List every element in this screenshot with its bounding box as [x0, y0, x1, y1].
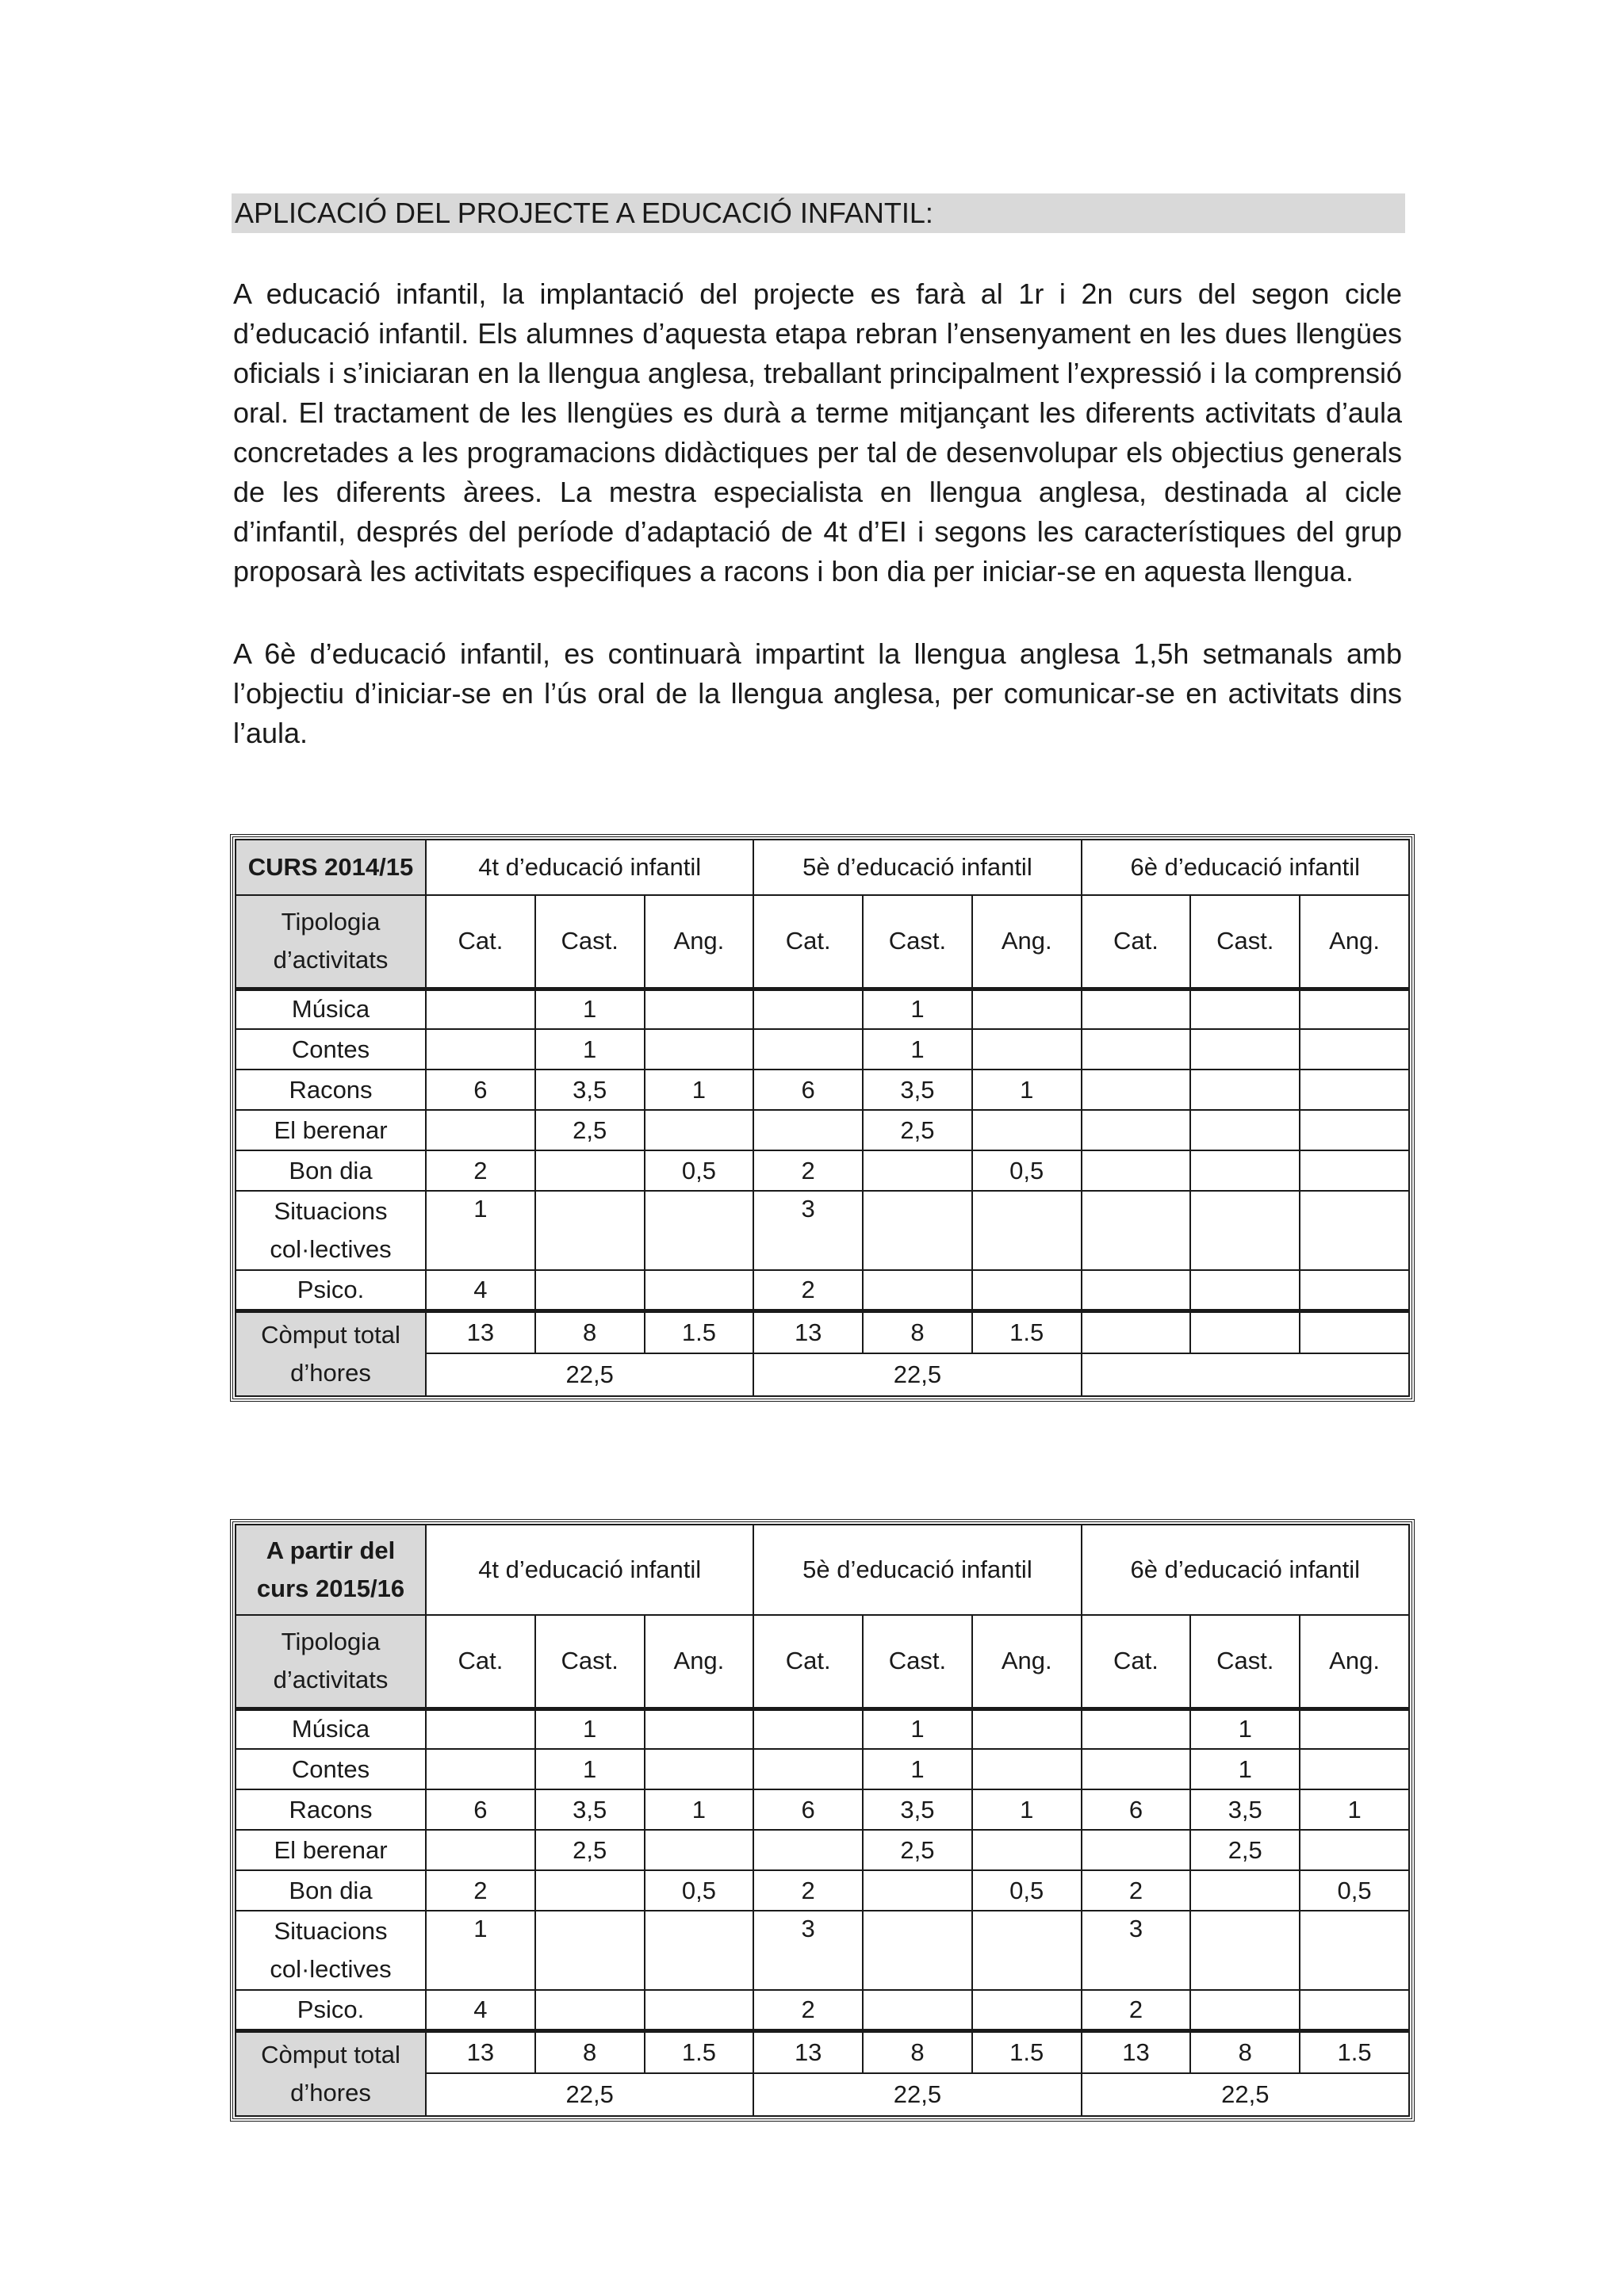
paragraph-sixth-year [233, 634, 1402, 753]
cell [972, 1270, 1082, 1311]
cell: 6 [753, 1070, 863, 1110]
cell: 1 [863, 1029, 972, 1070]
cell [972, 1990, 1082, 2030]
sum-cell: 22,5 [1082, 2073, 1409, 2116]
total-cell: 13 [753, 1311, 863, 1353]
cell [1300, 1150, 1409, 1191]
table-row [236, 1070, 1409, 1110]
total-cell: 13 [753, 2030, 863, 2073]
table-row [236, 1270, 1409, 1311]
cell [426, 1110, 535, 1150]
cell [1082, 1110, 1191, 1150]
sum-cell: 22,5 [426, 1353, 753, 1396]
table-row [236, 1150, 1409, 1191]
cell [645, 989, 754, 1029]
cell [645, 1709, 754, 1749]
total-cell [1300, 1311, 1409, 1353]
cell: 1 [645, 1070, 754, 1110]
cell: 2 [753, 1270, 863, 1311]
row-label: Psico. [236, 1270, 426, 1311]
cell [426, 1709, 535, 1749]
cell: 0,5 [645, 1150, 754, 1191]
lang-header: Ang. [972, 1615, 1082, 1709]
cell: 2 [1082, 1990, 1191, 2030]
group-header-6e: 6è d’educació infantil [1082, 840, 1409, 895]
sum-cell [1082, 1353, 1409, 1396]
group-header-4t: 4t d’educació infantil [426, 1525, 753, 1615]
cell [972, 1749, 1082, 1789]
total-cell: 1.5 [645, 1311, 754, 1353]
cell: 3 [1082, 1911, 1191, 1990]
cell [1190, 1070, 1300, 1110]
row-label: Bon dia [236, 1150, 426, 1191]
cell: 3,5 [1190, 1789, 1300, 1830]
sum-cell: 22,5 [426, 2073, 753, 2116]
row-label: Bon dia [236, 1870, 426, 1911]
cell [1190, 989, 1300, 1029]
cell [1190, 1110, 1300, 1150]
cell [972, 1830, 1082, 1870]
row-label: Situacions col·lectives [236, 1191, 426, 1270]
total-cell [1082, 1311, 1191, 1353]
table-title: A partir del curs 2015/16 [236, 1525, 426, 1615]
cell [753, 1029, 863, 1070]
row-label: Racons [236, 1070, 426, 1110]
cell: 2 [1082, 1870, 1191, 1911]
cell [1082, 989, 1191, 1029]
table-title: CURS 2014/15 [236, 840, 426, 895]
cell [1300, 1191, 1409, 1270]
cell [1300, 1270, 1409, 1311]
lang-header: Ang. [1300, 1615, 1409, 1709]
table-row [236, 1830, 1409, 1870]
cell: 4 [426, 1990, 535, 2030]
cell [535, 1870, 645, 1911]
cell: 2,5 [863, 1110, 972, 1150]
lang-header: Cat. [1082, 1615, 1191, 1709]
row-label: Situacions col·lectives [236, 1911, 426, 1990]
cell [863, 1911, 972, 1990]
row-label: El berenar [236, 1830, 426, 1870]
cell: 1 [535, 1709, 645, 1749]
cell: 1 [1190, 1709, 1300, 1749]
cell [753, 1830, 863, 1870]
cell [753, 1709, 863, 1749]
group-header-6e: 6è d’educació infantil [1082, 1525, 1409, 1615]
cell [1190, 1270, 1300, 1311]
cell: 2 [753, 1150, 863, 1191]
cell [1300, 1110, 1409, 1150]
table-row [236, 1029, 1409, 1070]
lang-header: Cast. [535, 1615, 645, 1709]
cell [972, 989, 1082, 1029]
cell [535, 1911, 645, 1990]
cell [863, 1150, 972, 1191]
table-row [236, 1911, 1409, 1990]
cell [1300, 1830, 1409, 1870]
lang-header: Ang. [645, 895, 754, 989]
total-cell: 13 [1082, 2030, 1191, 2073]
cell: 1 [426, 1191, 535, 1270]
cell [1082, 1830, 1191, 1870]
cell [863, 1870, 972, 1911]
table-row [236, 1990, 1409, 2030]
lang-header: Cat. [753, 895, 863, 989]
total-cell: 8 [1190, 2030, 1300, 2073]
tipologia-header: Tipologia d’activitats [236, 895, 426, 989]
row-label: Racons [236, 1789, 426, 1830]
cell [972, 1911, 1082, 1990]
group-header-4t: 4t d’educació infantil [426, 840, 753, 895]
cell [1082, 1191, 1191, 1270]
cell [1300, 1029, 1409, 1070]
total-cell: 13 [426, 1311, 535, 1353]
cell [972, 1191, 1082, 1270]
cell: 2,5 [863, 1830, 972, 1870]
table-row [236, 1709, 1409, 1749]
cell: 0,5 [645, 1870, 754, 1911]
paragraph-text: A educació infantil, la implantació del projecte es farà al 1r i 2n curs del segon cicle d’educació infantil. Els alumnes d’aquesta etapa rebran l’ensenyament en les dues llengües oficials i s’iniciaran en la llengua anglesa, treballant principalment l’expressió i la comprensió oral. El tractament de les llengües es durà a terme mitjançant les diferents activitats d’aula concretades a les programacions didàctiques per tal de desenvolupar els objectius generals de les diferents àrees. La mestra especialista en llengua anglesa, destinada al cicle d’infantil, després del període d’adaptació de 4t d’EI i segons les característiques del grup proposarà les activitats especifiques a racons i bon dia per iniciar-se en aquesta llengua. [233, 277, 1402, 587]
cell: 3,5 [535, 1789, 645, 1830]
cell [972, 1709, 1082, 1749]
cell: 1 [426, 1911, 535, 1990]
cell: 1 [645, 1789, 754, 1830]
lang-header: Cat. [753, 1615, 863, 1709]
totals-row [236, 1311, 1409, 1353]
cell: 6 [426, 1070, 535, 1110]
cell: 1 [863, 989, 972, 1029]
lang-header: Cast. [1190, 1615, 1300, 1709]
cell: 3,5 [535, 1070, 645, 1110]
cell [645, 1191, 754, 1270]
cell: 4 [426, 1270, 535, 1311]
cell [1300, 1749, 1409, 1789]
table-row [236, 1870, 1409, 1911]
cell: 1 [535, 1029, 645, 1070]
cell [535, 1270, 645, 1311]
lang-header: Cast. [863, 1615, 972, 1709]
lang-header: Cast. [863, 895, 972, 989]
lang-header: Cast. [1190, 895, 1300, 989]
cell: 3 [753, 1911, 863, 1990]
section-heading: APLICACIÓ DEL PROJECTE A EDUCACIÓ INFANTIL: [232, 193, 1405, 233]
cell: 0,5 [972, 1150, 1082, 1191]
cell [645, 1110, 754, 1150]
cell [1082, 1749, 1191, 1789]
table-row [236, 1749, 1409, 1789]
cell: 1 [1300, 1789, 1409, 1830]
cell [1082, 1150, 1191, 1191]
cell: 1 [535, 1749, 645, 1789]
group-header-5e: 5è d’educació infantil [753, 840, 1081, 895]
cell [863, 1191, 972, 1270]
lang-header: Ang. [1300, 895, 1409, 989]
cell [426, 989, 535, 1029]
totals-row [236, 2030, 1409, 2073]
cell [1300, 989, 1409, 1029]
cell [863, 1990, 972, 2030]
cell [1300, 1709, 1409, 1749]
lang-header: Ang. [645, 1615, 754, 1709]
cell [1082, 1070, 1191, 1110]
cell: 6 [1082, 1789, 1191, 1830]
total-cell: 13 [426, 2030, 535, 2073]
total-label: Còmput total d’hores [236, 2030, 426, 2116]
cell: 2,5 [535, 1110, 645, 1150]
group-header-5e: 5è d’educació infantil [753, 1525, 1081, 1615]
cell: 2 [753, 1990, 863, 2030]
cell [753, 989, 863, 1029]
total-cell [1190, 1311, 1300, 1353]
cell: 1 [863, 1709, 972, 1749]
cell [972, 1029, 1082, 1070]
cell: 6 [426, 1789, 535, 1830]
sum-cell: 22,5 [753, 1353, 1081, 1396]
row-label: El berenar [236, 1110, 426, 1150]
cell [535, 1990, 645, 2030]
row-label: Música [236, 1709, 426, 1749]
cell: 1 [1190, 1749, 1300, 1789]
lang-header: Ang. [972, 895, 1082, 989]
paragraph-text: A 6è d’educació infantil, es continuarà impartint la llengua anglesa 1,5h setmanals amb l’objectiu d’iniciar-se en l’ús oral de la llengua anglesa, per comunicar-se en activitats dins l’aula. [233, 637, 1402, 749]
cell [753, 1749, 863, 1789]
cell: 2 [426, 1870, 535, 1911]
cell: 3 [753, 1191, 863, 1270]
cell [1190, 1911, 1300, 1990]
total-cell: 1.5 [645, 2030, 754, 2073]
cell [863, 1270, 972, 1311]
cell: 2 [753, 1870, 863, 1911]
cell [1300, 1990, 1409, 2030]
cell: 1 [972, 1789, 1082, 1830]
lang-header: Cat. [426, 895, 535, 989]
lang-header: Cat. [426, 1615, 535, 1709]
cell: 3,5 [863, 1789, 972, 1830]
cell: 0,5 [1300, 1870, 1409, 1911]
schedule-table-2015 [230, 1519, 1415, 2122]
cell [1190, 1191, 1300, 1270]
cell: 1 [972, 1070, 1082, 1110]
total-label: Còmput total d’hores [236, 1311, 426, 1396]
row-label: Música [236, 989, 426, 1029]
cell [645, 1830, 754, 1870]
cell [972, 1110, 1082, 1150]
cell [1082, 1029, 1191, 1070]
cell: 3,5 [863, 1070, 972, 1110]
cell [1300, 1911, 1409, 1990]
cell [1082, 1270, 1191, 1311]
cell [645, 1911, 754, 1990]
cell [1190, 1870, 1300, 1911]
row-label: Contes [236, 1029, 426, 1070]
cell [1190, 1150, 1300, 1191]
cell [1082, 1709, 1191, 1749]
sum-cell: 22,5 [753, 2073, 1081, 2116]
total-cell: 1.5 [1300, 2030, 1409, 2073]
total-cell: 1.5 [972, 1311, 1082, 1353]
cell [1190, 1990, 1300, 2030]
total-cell: 8 [863, 1311, 972, 1353]
cell [535, 1150, 645, 1191]
cell [426, 1029, 535, 1070]
cell: 6 [753, 1789, 863, 1830]
cell: 2,5 [535, 1830, 645, 1870]
tipologia-header: Tipologia d’activitats [236, 1615, 426, 1709]
cell: 1 [863, 1749, 972, 1789]
paragraph-intro [233, 274, 1402, 591]
total-cell: 1.5 [972, 2030, 1082, 2073]
cell [535, 1191, 645, 1270]
cell: 0,5 [972, 1870, 1082, 1911]
table-row [236, 989, 1409, 1029]
schedule-table-2014 [230, 834, 1415, 1402]
total-cell: 8 [535, 2030, 645, 2073]
cell: 2,5 [1190, 1830, 1300, 1870]
row-label: Psico. [236, 1990, 426, 2030]
cell: 2 [426, 1150, 535, 1191]
cell [1300, 1070, 1409, 1110]
cell [426, 1749, 535, 1789]
row-label: Contes [236, 1749, 426, 1789]
table-row [236, 1789, 1409, 1830]
table-row [236, 1110, 1409, 1150]
cell [645, 1990, 754, 2030]
cell [645, 1749, 754, 1789]
total-cell: 8 [535, 1311, 645, 1353]
cell [1190, 1029, 1300, 1070]
cell [645, 1029, 754, 1070]
table-row [236, 1191, 1409, 1270]
cell [753, 1110, 863, 1150]
cell [426, 1830, 535, 1870]
cell: 1 [535, 989, 645, 1029]
cell [645, 1270, 754, 1311]
total-cell: 8 [863, 2030, 972, 2073]
lang-header: Cast. [535, 895, 645, 989]
lang-header: Cat. [1082, 895, 1191, 989]
